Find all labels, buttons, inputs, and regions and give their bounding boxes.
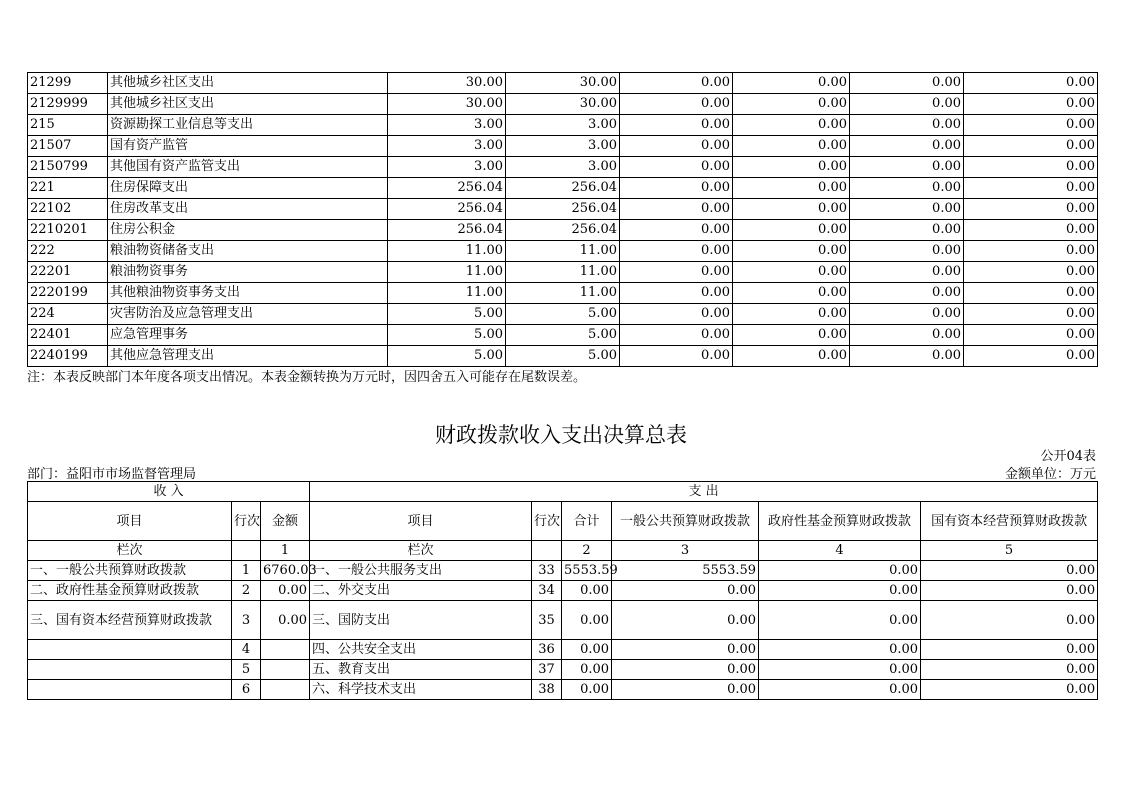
expense-detail-table (27, 72, 1098, 367)
cell-project: 0.00 (620, 262, 733, 283)
col-index-2: 2 (562, 541, 612, 561)
cell-other: 0.00 (964, 94, 1098, 115)
cell-income-item (28, 640, 232, 660)
cell-basic: 11.00 (506, 241, 620, 262)
department-label: 部门：益阳市市场监督管理局 (27, 467, 197, 482)
cell-subject: 住房保障支出 (108, 178, 388, 199)
cell-expense-item: 一、一般公共服务支出 (310, 561, 532, 581)
cell-basic: 5.00 (506, 304, 620, 325)
cell-income-item: 一、一般公共预算财政拨款 (28, 561, 232, 581)
cell-basic: 256.04 (506, 178, 620, 199)
cell-state-capital: 0.00 (921, 561, 1098, 581)
cell-expense-item: 五、教育支出 (310, 660, 532, 680)
cell-enterprise: 0.00 (850, 94, 964, 115)
cell-total: 11.00 (388, 241, 506, 262)
cell-income-amount: 6760.03 (261, 561, 310, 581)
cell-general: 0.00 (612, 680, 759, 700)
cell-gov-fund: 0.00 (759, 640, 921, 660)
cell-enterprise: 0.00 (850, 73, 964, 94)
cell-subject: 粮油物资事务 (108, 262, 388, 283)
cell-total: 11.00 (388, 262, 506, 283)
table-row (28, 136, 1098, 157)
cell-expense-row: 33 (532, 561, 562, 581)
cell-total: 30.00 (388, 94, 506, 115)
cell-income-row: 4 (232, 640, 261, 660)
col-index-1: 1 (261, 541, 310, 561)
cell-basic: 5.00 (506, 325, 620, 346)
cell-income-item: 三、国有资本经营预算财政拨款 (28, 601, 232, 640)
cell-income-row: 6 (232, 680, 261, 700)
cell-code: 2150799 (28, 157, 108, 178)
cell-operating: 0.00 (733, 346, 850, 367)
column-label: 栏次 (28, 541, 232, 561)
cell-other: 0.00 (964, 73, 1098, 94)
cell-subject: 应急管理事务 (108, 325, 388, 346)
cell-total: 256.04 (388, 178, 506, 199)
table-row (28, 178, 1098, 199)
cell-project: 0.00 (620, 178, 733, 199)
table-row (28, 304, 1098, 325)
cell-enterprise: 0.00 (850, 220, 964, 241)
cell-income-item: 二、政府性基金预算财政拨款 (28, 581, 232, 601)
cell-other: 0.00 (964, 283, 1098, 304)
cell-operating: 0.00 (733, 325, 850, 346)
cell-other: 0.00 (964, 115, 1098, 136)
income-header: 收 入 (28, 482, 310, 502)
expense-item-header: 项目 (310, 502, 532, 541)
cell-state-capital: 0.00 (921, 660, 1098, 680)
cell-enterprise: 0.00 (850, 262, 964, 283)
col-index-4: 4 (759, 541, 921, 561)
table-row (28, 680, 1098, 700)
cell-operating: 0.00 (733, 220, 850, 241)
cell-state-capital: 0.00 (921, 581, 1098, 601)
cell-project: 0.00 (620, 304, 733, 325)
table-row (28, 640, 1098, 660)
cell-income-row: 5 (232, 660, 261, 680)
table-row (28, 346, 1098, 367)
cell-total: 3.00 (388, 157, 506, 178)
cell-other: 0.00 (964, 157, 1098, 178)
table-row (28, 581, 1098, 601)
cell-basic: 30.00 (506, 94, 620, 115)
cell-project: 0.00 (620, 325, 733, 346)
cell-basic: 256.04 (506, 199, 620, 220)
cell-project: 0.00 (620, 94, 733, 115)
cell-expense-item: 四、公共安全支出 (310, 640, 532, 660)
cell-operating: 0.00 (733, 262, 850, 283)
form-code: 公开04表 (1040, 449, 1096, 464)
income-amount-header: 金额 (261, 502, 310, 541)
cell-enterprise: 0.00 (850, 136, 964, 157)
cell-code: 215 (28, 115, 108, 136)
cell-other: 0.00 (964, 199, 1098, 220)
cell-code: 2220199 (28, 283, 108, 304)
table-row (28, 73, 1098, 94)
cell-income-amount (261, 640, 310, 660)
cell-other: 0.00 (964, 241, 1098, 262)
gov-fund-header: 政府性基金预算财政拨款 (759, 502, 921, 541)
cell-enterprise: 0.00 (850, 157, 964, 178)
cell-total: 5.00 (388, 325, 506, 346)
cell-expense-row: 35 (532, 601, 562, 640)
table-row (28, 601, 1098, 640)
cell-operating: 0.00 (733, 115, 850, 136)
cell-project: 0.00 (620, 136, 733, 157)
column-label: 栏次 (310, 541, 532, 561)
total-header: 合计 (562, 502, 612, 541)
cell-code: 21299 (28, 73, 108, 94)
cell-enterprise: 0.00 (850, 325, 964, 346)
cell-gov-fund: 0.00 (759, 581, 921, 601)
cell-subject: 资源勘探工业信息等支出 (108, 115, 388, 136)
fiscal-summary-table (27, 481, 1098, 700)
cell-subject: 灾害防治及应急管理支出 (108, 304, 388, 325)
cell-code: 21507 (28, 136, 108, 157)
cell-total: 3.00 (388, 136, 506, 157)
cell-other: 0.00 (964, 178, 1098, 199)
table-row (28, 660, 1098, 680)
cell-operating: 0.00 (733, 241, 850, 262)
income-item-header: 项目 (28, 502, 232, 541)
cell-total: 256.04 (388, 199, 506, 220)
cell-code: 222 (28, 241, 108, 262)
cell-code: 224 (28, 304, 108, 325)
cell-state-capital: 0.00 (921, 601, 1098, 640)
cell-other: 0.00 (964, 136, 1098, 157)
table-row (28, 262, 1098, 283)
cell-subject: 其他国有资产监管支出 (108, 157, 388, 178)
cell-code: 22102 (28, 199, 108, 220)
cell-enterprise: 0.00 (850, 241, 964, 262)
cell-general: 0.00 (612, 640, 759, 660)
table-row (28, 283, 1098, 304)
expense-row-no-header: 行次 (532, 502, 562, 541)
income-row-no-header: 行次 (232, 502, 261, 541)
cell-subject: 其他应急管理支出 (108, 346, 388, 367)
cell-general: 0.00 (612, 581, 759, 601)
cell-expense-item: 三、国防支出 (310, 601, 532, 640)
cell-project: 0.00 (620, 199, 733, 220)
cell-project: 0.00 (620, 283, 733, 304)
cell-other: 0.00 (964, 325, 1098, 346)
cell-gov-fund: 0.00 (759, 601, 921, 640)
table-note: 注：本表反映部门本年度各项支出情况。本表金额转换为万元时，因四舍五入可能存在尾数误差。 (27, 370, 587, 385)
cell-basic: 256.04 (506, 220, 620, 241)
cell-subject: 粮油物资储备支出 (108, 241, 388, 262)
cell-code: 221 (28, 178, 108, 199)
cell-gov-fund: 0.00 (759, 680, 921, 700)
cell-total: 11.00 (388, 283, 506, 304)
cell-expense-row: 36 (532, 640, 562, 660)
cell-total: 0.00 (562, 581, 612, 601)
cell-basic: 30.00 (506, 73, 620, 94)
cell-total: 0.00 (562, 660, 612, 680)
general-budget-header: 一般公共预算财政拨款 (612, 502, 759, 541)
cell-other: 0.00 (964, 262, 1098, 283)
state-capital-header: 国有资本经营预算财政拨款 (921, 502, 1098, 541)
cell-project: 0.00 (620, 220, 733, 241)
cell-total: 30.00 (388, 73, 506, 94)
cell-expense-item: 六、科学技术支出 (310, 680, 532, 700)
cell-gov-fund: 0.00 (759, 561, 921, 581)
cell-general: 0.00 (612, 601, 759, 640)
page-title: 财政拨款收入支出决算总表 (435, 423, 687, 447)
cell-subject: 住房公积金 (108, 220, 388, 241)
col-index-5: 5 (921, 541, 1098, 561)
cell-code: 22201 (28, 262, 108, 283)
cell-income-amount (261, 660, 310, 680)
cell-gov-fund: 0.00 (759, 660, 921, 680)
cell-operating: 0.00 (733, 304, 850, 325)
table-row (28, 94, 1098, 115)
expense-header: 支 出 (310, 482, 1098, 502)
cell-enterprise: 0.00 (850, 115, 964, 136)
cell-operating: 0.00 (733, 73, 850, 94)
cell-income-row: 2 (232, 581, 261, 601)
table-row (28, 157, 1098, 178)
cell-expense-row: 38 (532, 680, 562, 700)
cell-code: 2210201 (28, 220, 108, 241)
header-row-columns (28, 502, 1098, 541)
cell-total: 0.00 (562, 640, 612, 660)
unit-label: 金额单位：万元 (1004, 467, 1096, 482)
cell-basic: 3.00 (506, 136, 620, 157)
table-row (28, 241, 1098, 262)
header-row-index (28, 541, 1098, 561)
cell-expense-row: 37 (532, 660, 562, 680)
cell-other: 0.00 (964, 346, 1098, 367)
cell-code: 22401 (28, 325, 108, 346)
cell-subject: 国有资产监管 (108, 136, 388, 157)
cell-operating: 0.00 (733, 199, 850, 220)
cell-basic: 11.00 (506, 262, 620, 283)
cell-subject: 其他粮油物资事务支出 (108, 283, 388, 304)
cell-total: 256.04 (388, 220, 506, 241)
cell-project: 0.00 (620, 73, 733, 94)
cell-basic: 11.00 (506, 283, 620, 304)
cell-enterprise: 0.00 (850, 346, 964, 367)
cell-enterprise: 0.00 (850, 199, 964, 220)
cell-enterprise: 0.00 (850, 283, 964, 304)
cell-operating: 0.00 (733, 178, 850, 199)
cell-basic: 3.00 (506, 115, 620, 136)
cell-basic: 5.00 (506, 346, 620, 367)
cell-project: 0.00 (620, 115, 733, 136)
cell-state-capital: 0.00 (921, 680, 1098, 700)
cell-general: 0.00 (612, 660, 759, 680)
cell-code: 2129999 (28, 94, 108, 115)
cell-income-row: 3 (232, 601, 261, 640)
cell-operating: 0.00 (733, 283, 850, 304)
cell-operating: 0.00 (733, 94, 850, 115)
cell-other: 0.00 (964, 220, 1098, 241)
cell-enterprise: 0.00 (850, 304, 964, 325)
cell-income-amount: 0.00 (261, 601, 310, 640)
cell-project: 0.00 (620, 346, 733, 367)
cell-total: 0.00 (562, 601, 612, 640)
cell-total: 3.00 (388, 115, 506, 136)
cell-income-item (28, 660, 232, 680)
table-row (28, 199, 1098, 220)
cell-operating: 0.00 (733, 136, 850, 157)
cell-general: 5553.59 (612, 561, 759, 581)
cell-code: 2240199 (28, 346, 108, 367)
cell-expense-row: 34 (532, 581, 562, 601)
cell-basic: 3.00 (506, 157, 620, 178)
cell-enterprise: 0.00 (850, 178, 964, 199)
cell-subject: 其他城乡社区支出 (108, 73, 388, 94)
col-index-3: 3 (612, 541, 759, 561)
cell-expense-item: 二、外交支出 (310, 581, 532, 601)
cell-income-amount: 0.00 (261, 581, 310, 601)
table-row (28, 325, 1098, 346)
table-row (28, 561, 1098, 581)
cell-other: 0.00 (964, 304, 1098, 325)
cell-project: 0.00 (620, 241, 733, 262)
cell-subject: 住房改革支出 (108, 199, 388, 220)
header-row-sections (28, 482, 1098, 502)
cell-total: 5.00 (388, 346, 506, 367)
cell-state-capital: 0.00 (921, 640, 1098, 660)
cell-project: 0.00 (620, 157, 733, 178)
cell-operating: 0.00 (733, 157, 850, 178)
cell-total: 5553.59 (562, 561, 612, 581)
cell-income-row: 1 (232, 561, 261, 581)
table-row (28, 115, 1098, 136)
cell-subject: 其他城乡社区支出 (108, 94, 388, 115)
table-row (28, 220, 1098, 241)
cell-total: 5.00 (388, 304, 506, 325)
cell-income-item (28, 680, 232, 700)
cell-total: 0.00 (562, 680, 612, 700)
cell-income-amount (261, 680, 310, 700)
